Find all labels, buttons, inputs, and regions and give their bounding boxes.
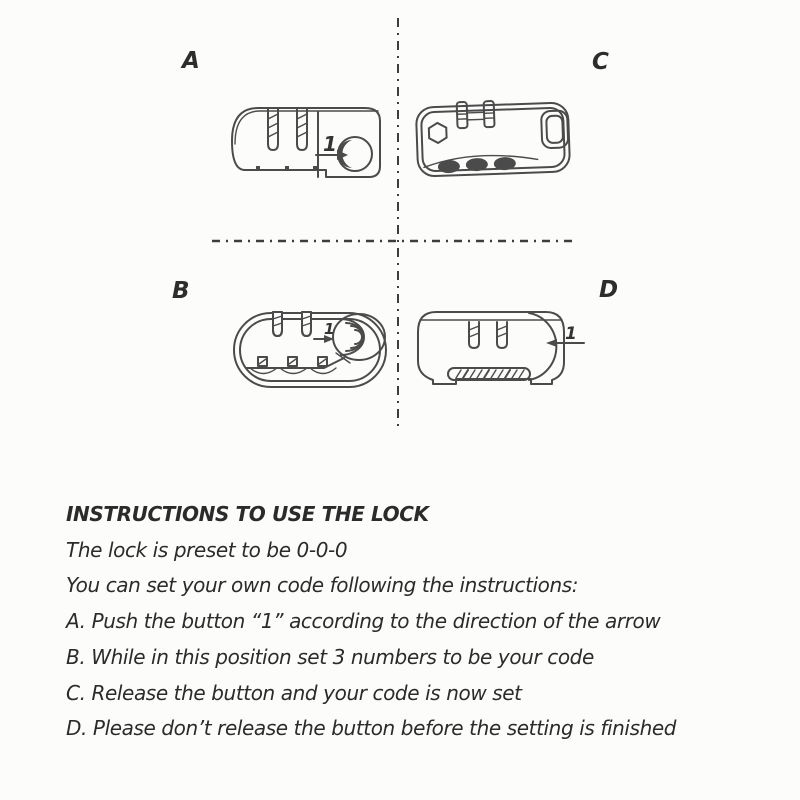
instruction-line-step-a: A. Push the button “1” according to the direction of the arrow xyxy=(66,609,661,634)
instruction-line-step-b: B. While in this position set 3 numbers to be your code xyxy=(66,644,594,669)
lock-c-hexagon-logo xyxy=(429,123,447,144)
instructions-title: INSTRUCTIONS TO USE THE LOCK xyxy=(66,502,429,526)
lock-d-button-1-label: 1 xyxy=(565,324,577,344)
lock-b-button-1-label: 1 xyxy=(324,320,335,338)
lock-drawing-c xyxy=(413,98,573,182)
panel-label-b: B xyxy=(172,278,190,304)
lock-b-shackle-slots xyxy=(273,312,311,336)
panel-label-c: C xyxy=(592,49,609,75)
panel-label-a: A xyxy=(182,48,200,74)
lock-drawing-b xyxy=(230,308,390,392)
instructions-block xyxy=(66,497,781,747)
lock-drawing-a xyxy=(228,104,386,186)
instruction-line-step-d: D. Please don’t release the button before the setting is finished xyxy=(66,716,677,741)
panel-label-d: D xyxy=(599,277,619,303)
instruction-line-preset: The lock is preset to be 0-0-0 xyxy=(66,537,348,562)
instruction-line-step-c: C. Release the button and your code is now set xyxy=(66,680,522,705)
lock-b-dial-knobs xyxy=(258,357,327,366)
lock-d-shackle-slots xyxy=(469,322,507,348)
lock-d-body xyxy=(418,312,564,384)
lock-a-shackle-slots xyxy=(268,108,307,150)
instruction-line-intro: You can set your own code following the instructions: xyxy=(66,573,579,598)
lock-d-button-cylinder-edge xyxy=(529,313,556,380)
lock-drawing-d xyxy=(412,306,592,390)
lock-a-button-1-label: 1 xyxy=(323,132,337,156)
